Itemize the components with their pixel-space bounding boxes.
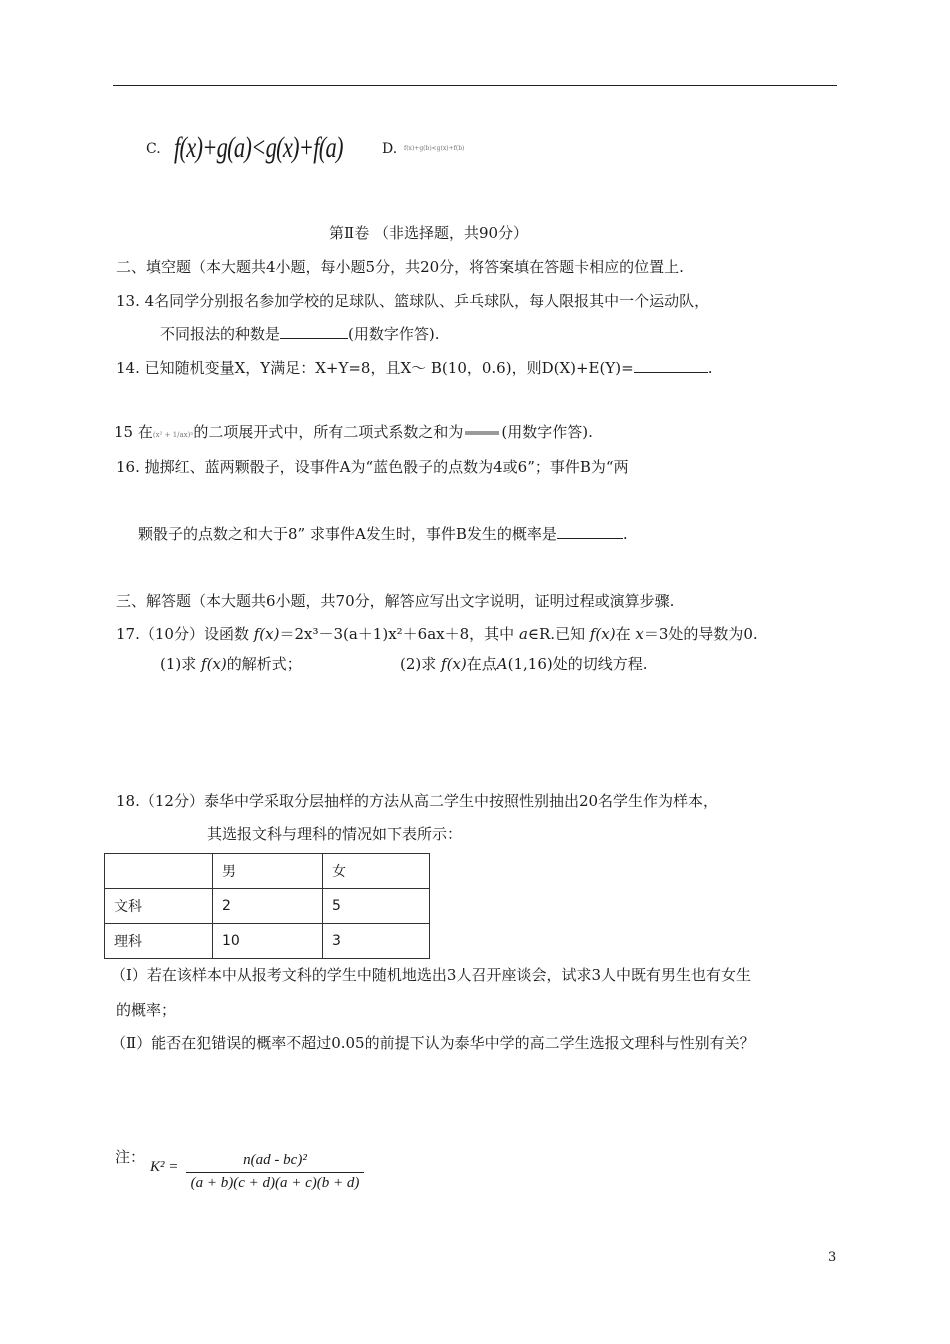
table-row-label: 理科 xyxy=(105,924,213,959)
question-15-pre: 在 xyxy=(137,423,153,441)
table-cell: 10 xyxy=(213,924,323,959)
question-18-part2: （Ⅱ）能否在犯错误的概率不超过0.05的前提下认为泰华中学的高二学生选报文理科与性别有关？ xyxy=(111,1034,755,1052)
question-15-number: 15 xyxy=(114,423,134,441)
section-2-title: 第Ⅱ卷 （非选择题，共90分） xyxy=(329,224,529,242)
question-13-line1: 13. 4名同学分别报名参加学校的足球队、篮球队、乒乓球队，每人限报其中一个运动队， xyxy=(116,292,710,310)
question-15 xyxy=(114,421,593,442)
table-cell: 5 xyxy=(323,889,430,924)
question-17-number: 17. xyxy=(116,625,140,643)
question-17-part1 xyxy=(160,653,302,674)
question-17-at: 在 xyxy=(615,625,631,643)
section-2-heading: 二、填空题（本大题共4小题，每小题5分，共20分，将答案填在答题卡相应的位置上. xyxy=(116,258,684,276)
question-15-suffix: (用数字作答). xyxy=(501,423,593,441)
table-header-female: 女 xyxy=(323,854,430,889)
question-14-text: 14. 已知随机变量X，Y满足：X+Y=8，且X～ B(10，0.6)，则D(X)+E(Y)= xyxy=(116,359,634,377)
part2-prefix: (2)求 xyxy=(400,655,437,673)
table-cell: 3 xyxy=(323,924,430,959)
function-f-2: f(x) xyxy=(589,625,616,643)
formula-fraction xyxy=(186,1152,364,1192)
formula-lhs: K² = xyxy=(150,1159,179,1175)
part1-function: f(x) xyxy=(201,655,227,673)
note-label: 注： xyxy=(115,1148,146,1166)
param-a: a xyxy=(518,625,528,643)
table-cell xyxy=(105,854,213,889)
question-17 xyxy=(116,623,758,644)
answer-blank-15 xyxy=(465,431,499,435)
option-c-label: C. xyxy=(146,141,161,157)
condition-text: ∈R.已知 xyxy=(527,625,586,643)
answer-blank-14 xyxy=(634,358,708,373)
question-15-expression: (x² + 1/ax)ⁿ xyxy=(152,431,194,439)
formula-numerator: n(ad - bc)² xyxy=(186,1152,364,1173)
answer-blank-13 xyxy=(280,324,348,339)
part2-middle: 在点 xyxy=(466,655,497,673)
question-14-suffix: . xyxy=(707,359,713,377)
part2-function: f(x) xyxy=(441,655,467,673)
question-14 xyxy=(116,357,712,378)
formula-denominator: (a + b)(c + d)(a + c)(b + d) xyxy=(190,1175,360,1191)
table-header-row xyxy=(105,854,430,889)
question-16-text: 颗骰子的点数之和大于8” 求事件A发生时，事件B发生的概率是 xyxy=(138,525,557,543)
question-17-part2 xyxy=(400,653,647,674)
table-row-label: 文科 xyxy=(105,889,213,924)
question-13-text: 不同报法的种数是 xyxy=(160,325,281,343)
part2-suffix: (1,16)处的切线方程. xyxy=(507,655,648,673)
question-16-suffix: . xyxy=(622,525,628,543)
option-d-expression: f(x)+g(b)<g(x)+f(b) xyxy=(404,145,465,152)
question-18-part1-line2: 的概率； xyxy=(116,1001,177,1019)
option-c-expression: f(x)+g(a)<g(x)+f(a) xyxy=(174,131,343,164)
part1-suffix: 的解析式； xyxy=(226,655,302,673)
point-a: A xyxy=(496,655,508,673)
question-16-line1: 16. 抛掷红、蓝两颗骰子，设事件A为“蓝色骰子的点数为4或6”；事件B为“两 xyxy=(116,458,629,476)
question-17-score: （10分）设函数 xyxy=(139,625,249,643)
contingency-table xyxy=(104,853,430,959)
section-3-heading: 三、解答题（本大题共6小题，共70分，解答应写出文字说明，证明过程或演算步骤. xyxy=(116,592,675,610)
header-rule xyxy=(113,85,837,86)
variable-x: x xyxy=(635,625,644,643)
question-18-line1: 18.（12分）泰华中学采取分层抽样的方法从高二学生中按照性别抽出20名学生作为样本， xyxy=(116,792,719,810)
question-18-line2: 其选报文科与理科的情况如下表所示： xyxy=(207,825,463,843)
question-13-suffix: (用数字作答). xyxy=(348,325,440,343)
part1-prefix: (1)求 xyxy=(160,655,197,673)
function-f: f(x) xyxy=(253,625,280,643)
question-13-line2 xyxy=(160,323,440,344)
question-17-tail: ＝3处的导数为0. xyxy=(643,625,758,643)
question-16-line2 xyxy=(138,523,628,544)
table-row xyxy=(105,889,430,924)
page-number: 3 xyxy=(828,1250,837,1265)
table-header-male: 男 xyxy=(213,854,323,889)
answer-blank-16 xyxy=(557,524,623,539)
question-18-part1-line1: （Ⅰ）若在该样本中从报考文科的学生中随机地选出3人召开座谈会，试求3人中既有男生也有女生 xyxy=(111,966,752,984)
table-cell: 2 xyxy=(213,889,323,924)
question-15-text: 的二项展开式中，所有二项式系数之和为 xyxy=(193,423,464,441)
function-definition: ＝2x³－3(a＋1)x²＋6ax＋8，其中 xyxy=(279,625,515,643)
option-d-label: D. xyxy=(382,141,398,157)
table-row xyxy=(105,924,430,959)
